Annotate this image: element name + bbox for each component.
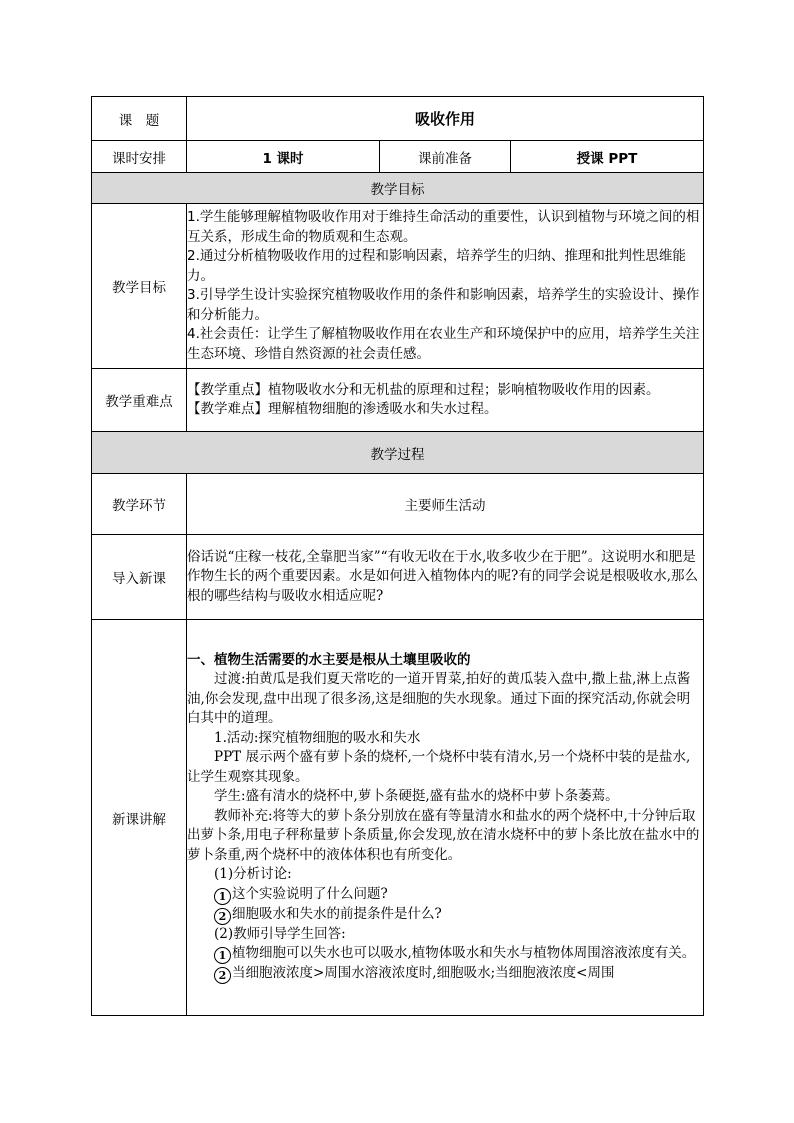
key-points-content [187,369,704,432]
objectives-content [187,204,704,369]
objective-item: 1.学生能够理解植物吸收作用对于维持生命活动的重要性，认识到植物与环境之间的相互关系，形成生命的物质观和生态观。 [187,209,700,245]
discussion-answer [187,944,703,964]
prep-value: 授课 PPT [511,141,704,173]
process-section-row [92,432,704,474]
key-points-row [92,369,704,432]
stage-row [92,474,704,535]
answer-text: 植物细胞可以失水也可以吸水,植物体吸水和失水与植物体周围溶液浓度有关。 [232,945,696,962]
key-points-label: 教学重难点 [92,369,187,432]
lecture-label: 新课讲解 [92,620,187,1016]
objectives-label: 教学目标 [92,204,187,369]
intro-content [187,535,704,620]
teaching-focus: 【教学重点】植物吸收水分和无机盐的原理和过程；影响植物吸收作用的因素。 [187,381,660,398]
intro-row [92,535,704,620]
objective-item: 3.引导学生设计实验探究植物吸收作用的条件和影响因素，培养学生的实验设计、操作和分析能力。 [187,287,700,323]
lecture-paragraph: 1.活动:探究植物细胞的吸水和失水 [214,729,421,746]
objective-item: 2.通过分析植物吸收作用的过程和影响因素，培养学生的归纳、推理和批判性思维能力。 [187,248,686,284]
discussion-answer [187,964,703,984]
process-section-title: 教学过程 [92,432,704,474]
lecture-paragraph: (1)分析讨论: [214,866,292,883]
lecture-paragraph: PPT 展示两个盛有萝卜条的烧杯,一个烧杯中装有清水,另一个烧杯中装的是盐水,让学生观察其现象。 [187,749,691,785]
hours-value: 1 课时 [187,141,380,173]
discussion-question [187,885,703,905]
prep-label: 课前准备 [380,141,511,173]
question-text: 细胞吸水和失水的前提条件是什么? [232,905,442,922]
hours-row [92,141,704,173]
objectives-section-row [92,173,704,204]
circled-number: 1 [214,947,231,964]
lecture-paragraph: (2)教师引导学生回答: [214,925,346,942]
circled-number: 2 [214,967,231,984]
lecture-heading: 一、植物生活需要的水主要是根从土壤里吸收的 [187,651,471,668]
discussion-question [187,905,703,925]
objectives-row [92,204,704,369]
lecture-paragraph: 教师补充:将等大的萝卜条分别放在盛有等量清水和盐水的两个烧杯中,十分钟后取出萝卜条,用电子秤称量萝卜条质量,你会发现,放在清水烧杯中的萝卜条比放在盐水中的萝卜条重,两个烧杯中的液体体积也有所变化。 [187,807,700,863]
lecture-paragraph: 过渡:拍黄瓜是我们夏天常吃的一道开胃菜,拍好的黄瓜装入盘中,撒上盐,淋上点酱油,你会发现,盘中出现了很多汤,这是细胞的失水现象。通过下面的探究活动,你就会明白其中的道理。 [187,671,691,727]
lecture-content [187,620,704,1016]
lesson-plan-table [91,96,704,1016]
stage-label: 教学环节 [92,474,187,535]
intro-label: 导入新课 [92,535,187,620]
circled-number: 2 [214,908,231,925]
hours-label: 课时安排 [92,141,187,173]
answer-text: 当细胞液浓度>周围水溶液浓度时,细胞吸水;当细胞液浓度<周围 [232,965,615,982]
teaching-difficulty: 【教学难点】理解植物细胞的渗透吸水和失水过程。 [187,401,498,417]
topic-label: 课 题 [92,97,187,141]
circled-number: 1 [214,888,231,905]
question-text: 这个实验说明了什么问题? [232,885,388,902]
topic-value: 吸收作用 [187,97,704,141]
objective-item: 4.社会责任：让学生了解植物吸收作用在农业生产和环境保护中的应用，培养学生关注生态环境、珍惜自然资源的社会责任感。 [187,326,700,362]
objectives-section-title: 教学目标 [92,173,704,204]
topic-row [92,97,704,141]
stage-value: 主要师生活动 [187,474,704,535]
lecture-paragraph: 学生:盛有清水的烧杯中,萝卜条硬挺,盛有盐水的烧杯中萝卜条萎蔫。 [214,788,619,805]
intro-text: 俗话说“庄稼一枝花,全靠肥当家”“有收无收在于水,收多收少在于肥”。这说明水和肥是作物生长的两个重要因素。水是如何进入植物体内的呢?有的同学会说是根吸收水,那么根的哪些结构与吸收水相适应呢? [187,548,699,604]
lecture-row [92,620,704,1016]
